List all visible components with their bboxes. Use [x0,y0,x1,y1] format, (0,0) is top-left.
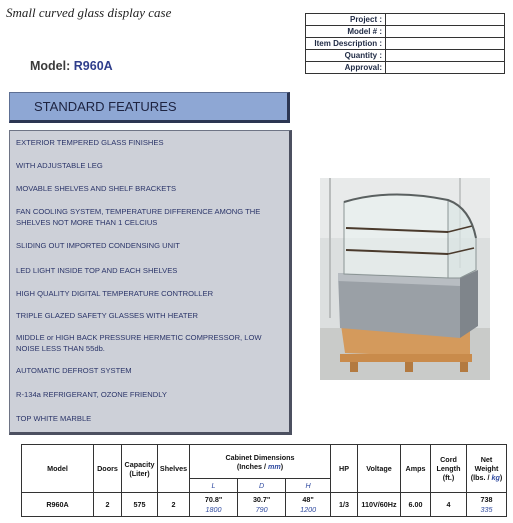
features-list [9,130,292,435]
cell-weight-lbs: 738 [480,494,493,504]
header-shelves: Shelves [158,445,190,493]
model-label: Model: [30,59,71,73]
feature-item: HIGH QUALITY DIGITAL TEMPERATURE CONTROLLER [16,289,214,298]
header-net-lbs: (lbs. / [470,473,492,482]
info-value-field[interactable] [386,14,505,26]
info-label: Quantity : [306,50,386,62]
feature-item: TOP WHITE MARBLE [16,414,92,423]
project-info-table [305,13,505,74]
info-row [306,50,505,62]
header-cabinet-line1: Cabinet Dimensions [225,452,295,462]
cell-depth [238,493,286,517]
feature-item: LED LIGHT INSIDE TOP AND EACH SHELVES [16,266,178,275]
info-label: Item Description : [306,38,386,50]
header-cord-length [431,445,467,493]
info-label: Model # : [306,26,386,38]
info-label: Project : [306,14,386,26]
cell-model: R960A [22,493,94,517]
cell-depth-mm: 790 [255,504,268,514]
info-row [306,38,505,50]
header-model: Model [22,445,94,493]
info-value-field[interactable] [386,38,505,50]
cell-net-weight [467,493,507,517]
header-net-line1: Net [480,455,493,464]
header-dim-l: L [190,479,238,493]
info-value-field[interactable] [386,50,505,62]
feature-item: EXTERIOR TEMPERED GLASS FINISHES [16,138,164,147]
cell-length-mm: 1800 [205,504,222,514]
feature-item: MIDDLE or HIGH BACK PRESSURE HERMETIC COMPRESSOR, LOW NOISE LESS THAN 55db. [16,333,262,353]
header-amps: Amps [401,445,431,493]
feature-item: TRIPLE GLAZED SAFETY GLASSES WITH HEATER [16,311,199,320]
header-cabinet-inches: (Inches / [236,461,268,471]
info-label: Approval: [306,62,386,74]
cell-height [286,493,331,517]
cell-length-inches: 70.8" [204,494,223,504]
product-photo [320,178,490,380]
cell-height-mm: 1200 [300,504,317,514]
info-value-field[interactable] [386,62,505,74]
header-cabinet-close: ) [280,461,284,471]
header-net-weight [467,445,507,493]
feature-item: AUTOMATIC DEFROST SYSTEM [16,366,132,375]
header-capacity-line1: Capacity [124,459,155,469]
cell-amps: 6.00 [401,493,431,517]
header-cord-line1: Cord [440,455,457,464]
header-net-close: ) [499,473,503,482]
model-heading [30,59,113,73]
spec-header-row [22,445,507,479]
cell-length [190,493,238,517]
cell-depth-inches: 30.7" [252,494,271,504]
header-cord-line3: (ft.) [442,473,455,482]
cell-capacity: 575 [122,493,158,517]
model-value: R960A [73,59,113,73]
info-row [306,26,505,38]
feature-item: FAN COOLING SYSTEM, TEMPERATURE DIFFERENCE AMONG THE SHELVES NOT MORE THAN 1 CELCIUS [16,207,261,227]
header-voltage: Voltage [358,445,401,493]
feature-item: R-134a REFRIGERANT, OZONE FRIENDLY [16,390,167,399]
info-row [306,62,505,74]
cell-hp: 1/3 [331,493,358,517]
cell-shelves: 2 [158,493,190,517]
cell-doors: 2 [94,493,122,517]
header-dim-d: D [238,479,286,493]
features-heading: STANDARD FEATURES [34,99,177,114]
specifications-table [21,444,507,517]
cell-weight-kg: 335 [480,504,493,514]
header-doors: Doors [94,445,122,493]
header-cabinet-dimensions [190,445,331,479]
header-net-line2: Weight [474,464,499,473]
info-value-field[interactable] [386,26,505,38]
cell-voltage: 110V/60Hz [358,493,401,517]
cell-height-inches: 48" [302,494,314,504]
header-net-kg: kg [491,473,500,482]
feature-item: WITH ADJUSTABLE LEG [16,161,103,170]
feature-item: SLIDING OUT IMPORTED CONDENSING UNIT [16,241,180,250]
header-cabinet-mm: mm [267,461,281,471]
info-row [306,14,505,26]
cell-cord-length: 4 [431,493,467,517]
header-hp: HP [331,445,358,493]
header-dim-h: H [286,479,331,493]
features-heading-bar [9,92,290,123]
feature-item: MOVABLE SHELVES AND SHELF BRACKETS [16,184,177,193]
spec-data-row [22,493,507,517]
header-capacity-line2: (Liter) [129,468,150,478]
document-title: Small curved glass display case [6,5,172,20]
header-capacity [122,445,158,493]
header-cord-line2: Length [436,464,461,473]
